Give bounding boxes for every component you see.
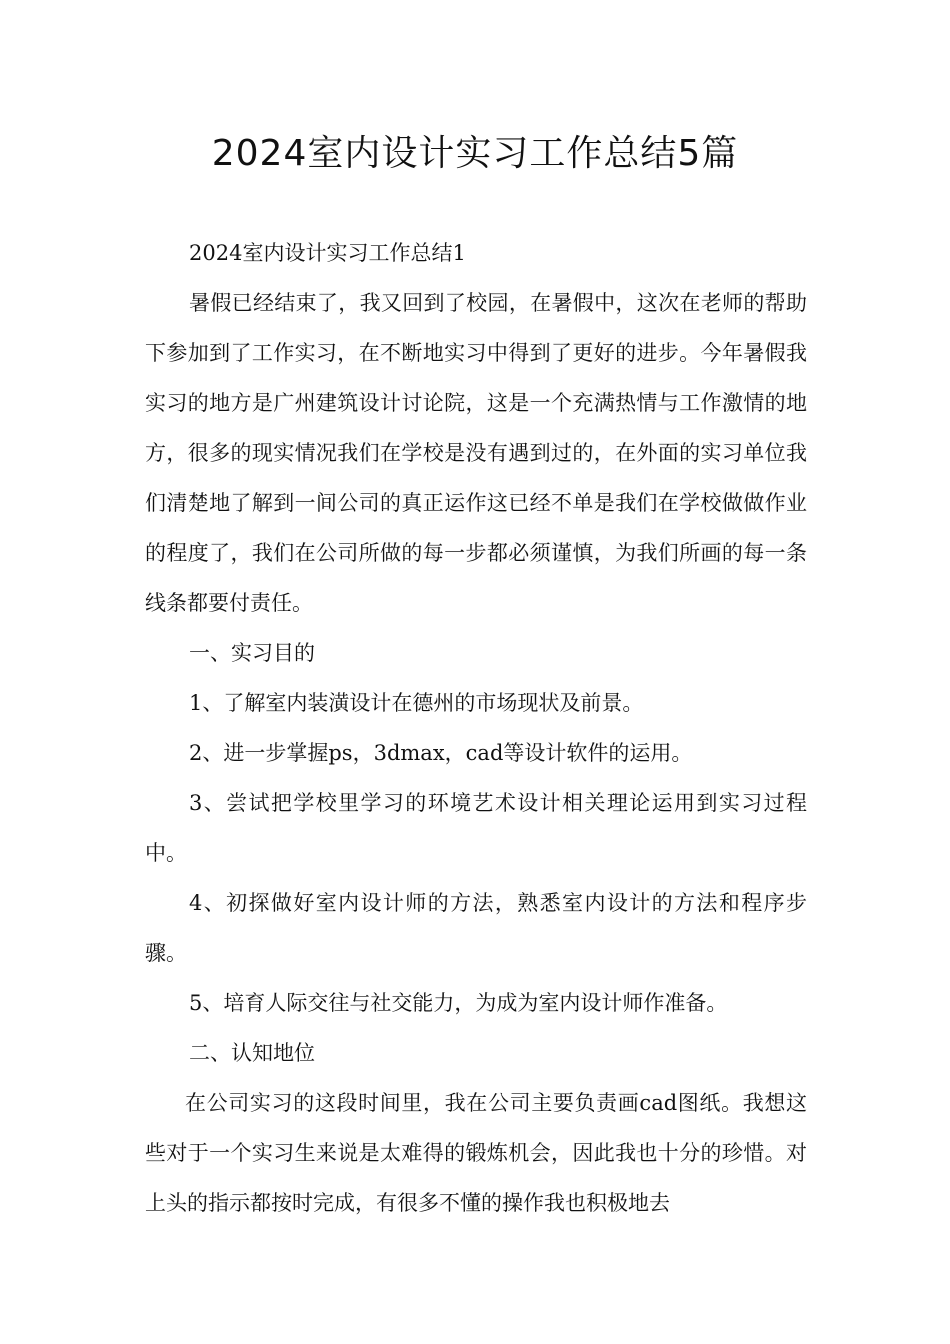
list-item: 3、尝试把学校里学习的环境艺术设计相关理论运用到实习过程中。 (145, 791, 807, 865)
list-item: 2、进一步掌握ps，3dmax，cad等设计软件的运用。 (189, 741, 693, 765)
body-paragraph: 暑假已经结束了，我又回到了校园，在暑假中，这次在老师的帮助下参加到了工作实习，在不断地实习中得到了更好的进步。今年暑假我实习的地方是广州建筑设计讨论院，这是一个充满热情与工作激情的地方，很多的现实情况我们在学校是没有遇到过的，在外面的实习单位我们清楚地了解到一间公司的真正运作这已经不单是我们在学校做做作业的程度了，我们在公司所做的每一步都必须谨慎，为我们所画的每一条线条都要付责任。 (145, 291, 807, 615)
section-heading: 一、实习目的 (189, 641, 315, 665)
list-item: 4、初探做好室内设计师的方法，熟悉室内设计的方法和程序步骤。 (145, 891, 807, 965)
document-body (145, 228, 807, 1228)
body-paragraph: 在公司实习的这段时间里，我在公司主要负责画cad图纸。我想这些对于一个实习生来说是太难得的锻炼机会，因此我也十分的珍惜。对上头的指示都按时完成，有很多不懂的操作我也积极地去 (145, 1091, 807, 1215)
list-item: 5、培育人际交往与社交能力，为成为室内设计师作准备。 (189, 991, 728, 1015)
document-title: 2024室内设计实习工作总结5篇 (211, 133, 739, 174)
section-heading: 2024室内设计实习工作总结1 (189, 241, 466, 265)
section-heading: 二、认知地位 (189, 1041, 315, 1065)
list-item: 1、了解室内装潢设计在德州的市场现状及前景。 (189, 691, 644, 715)
